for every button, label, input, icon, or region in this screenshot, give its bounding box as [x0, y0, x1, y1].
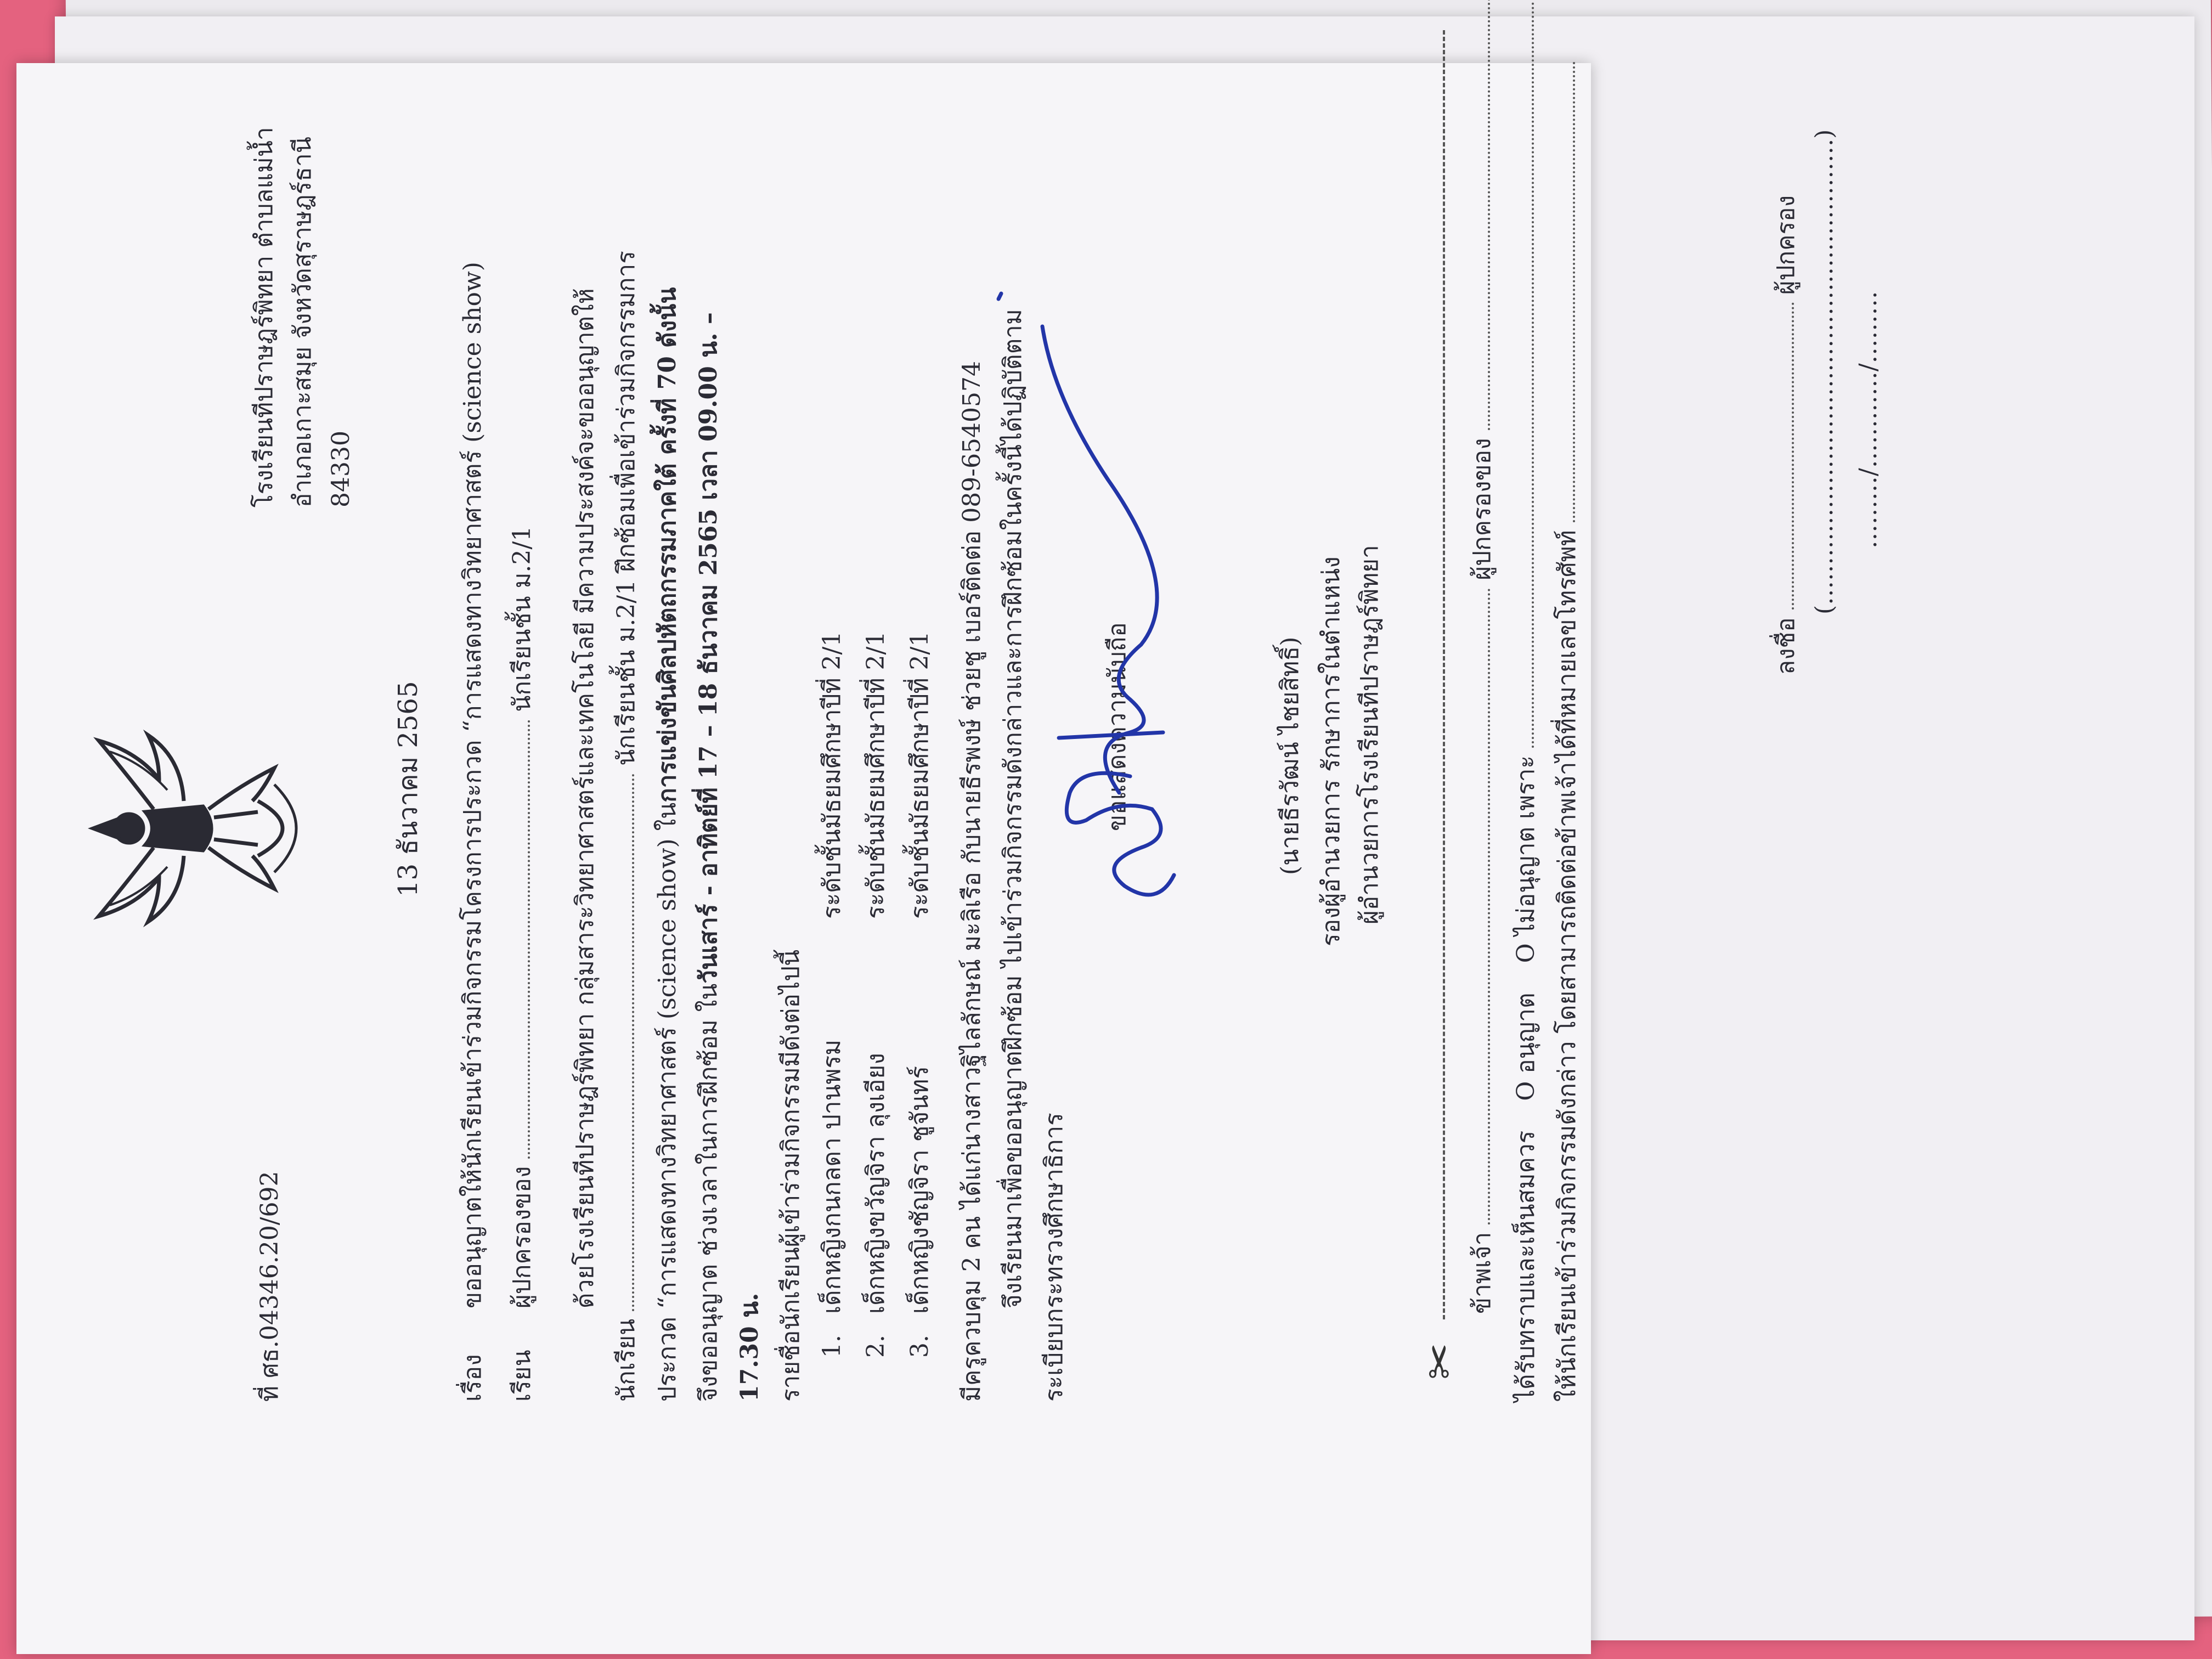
student-level: ระดับชั้นมัธยมศึกษาปีที่ 2/1: [906, 631, 934, 919]
deny-option[interactable]: O ไม่อนุญาต เพราะ: [1512, 755, 1540, 963]
body-suffix: นักเรียนชั้น ม.2/1 ฝึกซ้อมเพื่อเข้าร่วมกิจกรรมการ: [612, 251, 640, 766]
school-postcode: 84330: [327, 431, 355, 507]
letter-page: [16, 63, 1591, 1654]
subject-label: เรื่อง: [459, 1354, 487, 1402]
reply-line-3: [1555, 61, 1579, 1402]
parent-name-blank[interactable]: [1488, 588, 1490, 1224]
reply-signature-block: [1734, 0, 2212, 675]
phone-blank[interactable]: [1573, 61, 1575, 522]
reply-text: ได้รับทราบและเห็นสมควร: [1512, 1130, 1540, 1402]
student-name-blank[interactable]: [1488, 0, 1490, 430]
allow-option[interactable]: O อนุญาต: [1512, 992, 1540, 1101]
name-blank: [528, 720, 530, 1159]
body-paragraph-line: [697, 312, 721, 1402]
salutation-prefix: ผู้ปกครองของ: [508, 1166, 536, 1308]
cut-line: [1443, 30, 1445, 1319]
student-name: เด็กหญิงกนกลดา ปานพรม: [818, 1039, 846, 1314]
reply-sign-line: [1767, 195, 1805, 675]
student-name: เด็กหญิงขวัญจิรา ลุงเอียง: [862, 1053, 890, 1314]
signer-name: (นายธีรวัฒน์ ไชยสิทธิ์): [1276, 636, 1304, 875]
scissors-icon: ✂: [1414, 1342, 1465, 1380]
garuda-emblem-icon: [77, 719, 318, 938]
body-text: ประกวด “การแสดงทางวิทยาศาสตร์ (science show) ใน: [653, 802, 681, 1402]
school-address-line-2: อำเภอเกาะสมุย จังหวัดสุราษฎร์ธานี: [289, 137, 317, 507]
body-text-bold: การแข่งขันศิลปหัตถกรรมภาคใต้ ครั้งที่ 70 ดังนั้น: [653, 287, 681, 803]
student-number: 1.: [818, 1335, 846, 1358]
student-level: ระดับชั้นมัธยมศึกษาปีที่ 2/1: [818, 631, 846, 919]
reply-text: ให้นักเรียนเข้าร่วมกิจกรรมดังกล่าว โดยสามารถติดต่อข้าพเจ้าได้ที่หมายเลขโทรศัพท์: [1553, 530, 1581, 1402]
body-paragraph-line: [653, 287, 681, 1402]
request-line: จึงเรียนมาเพื่อขออนุญาตฝึกซ้อม ไปเข้าร่วมกิจกรรมดังกล่าวและการฝึกซ้อมในครั้งนี้ได้ปฏิบัติตาม: [999, 309, 1027, 1308]
body-paragraph-line: 17.30 น.: [736, 1293, 764, 1402]
reply-text: ผู้ปกครองของ: [1468, 438, 1496, 580]
salutation-line: [510, 526, 534, 1308]
salutation-label: เรียน: [508, 1350, 536, 1402]
body-text-bold: วันเสาร์ - อาทิตย์ที่ 17 – 18 ธันวาคม 2565 เวลา 09.00 น. –: [695, 312, 723, 984]
student-number: 2.: [862, 1335, 890, 1358]
subject-text: ขออนุญาตให้นักเรียนเข้าร่วมกิจกรรมโครงการประกวด “การแสดงทางวิทยาศาสตร์ (science show): [459, 262, 487, 1308]
reply-text: ข้าพเจ้า: [1468, 1232, 1496, 1314]
student-number: 3.: [906, 1335, 934, 1358]
body-paragraph-line: [614, 251, 639, 1402]
student-name: เด็กหญิงชัญจิรา ชูจันทร์: [906, 1065, 934, 1314]
reply-text: ลงชื่อ: [1772, 617, 1800, 675]
reply-line-2: [1514, 2, 1538, 1402]
body-paragraph-line: ด้วยโรงเรียนทีปราษฎร์พิทยา กลุ่มสาระวิทยาศาสตร์และเทคโนโลยี มีความประสงค์จะขออนุญาตให้: [571, 288, 599, 1308]
reply-name-paren: (………………………………………………….): [1810, 129, 1838, 614]
student-level: ระดับชั้นมัธยมศึกษาปีที่ 2/1: [862, 631, 890, 919]
signature-icon: [977, 261, 1262, 974]
signer-position: ผู้อำนวยการโรงเรียนทีปราษฎร์พิทยา: [1356, 545, 1384, 924]
school-address-line-1: โรงเรียนทีปราษฎร์พิทยา ตำบลแม่น้ำ: [250, 127, 278, 507]
reply-line-1: [1470, 0, 1494, 1314]
teachers-line: มีครูควบคุม 2 คน ได้แก่นางสาวฐิไลลักษณ์ มะลิเรือ กับนายธีรพงษ์ ช่วยชู เบอร์ติดต่อ 089-6540574: [958, 360, 986, 1402]
student-name-blank: [632, 774, 634, 1311]
body-text: จึงขออนุญาต ช่วงเวลาในการฝึกซ้อม ใน: [695, 983, 723, 1402]
reply-date: ………/…………/………: [1854, 291, 1882, 549]
body-prefix: นักเรียน: [612, 1318, 640, 1402]
students-heading: รายชื่อนักเรียนผู้เข้าร่วมกิจกรรมมีดังต่อไปนี้: [777, 949, 805, 1402]
reply-text: ผู้ปกครอง: [1772, 195, 1800, 295]
salutation-suffix: นักเรียนชั้น ม.2/1: [508, 526, 536, 712]
closing: ขอแสดงความนับถือ: [1103, 622, 1131, 831]
letter-date: 13 ธันวาคม 2565: [393, 681, 424, 897]
signer-position: รองผู้อำนวยการ รักษาการในตำแหน่ง: [1317, 556, 1345, 946]
reference-number: ที่ ศธ.04346.20/692: [256, 1171, 284, 1402]
regulation-line: ระเบียบกระทรวงศึกษาธิการ: [1040, 1113, 1068, 1402]
reason-blank[interactable]: [1532, 2, 1534, 748]
parent-signature-blank[interactable]: [1792, 302, 1794, 610]
